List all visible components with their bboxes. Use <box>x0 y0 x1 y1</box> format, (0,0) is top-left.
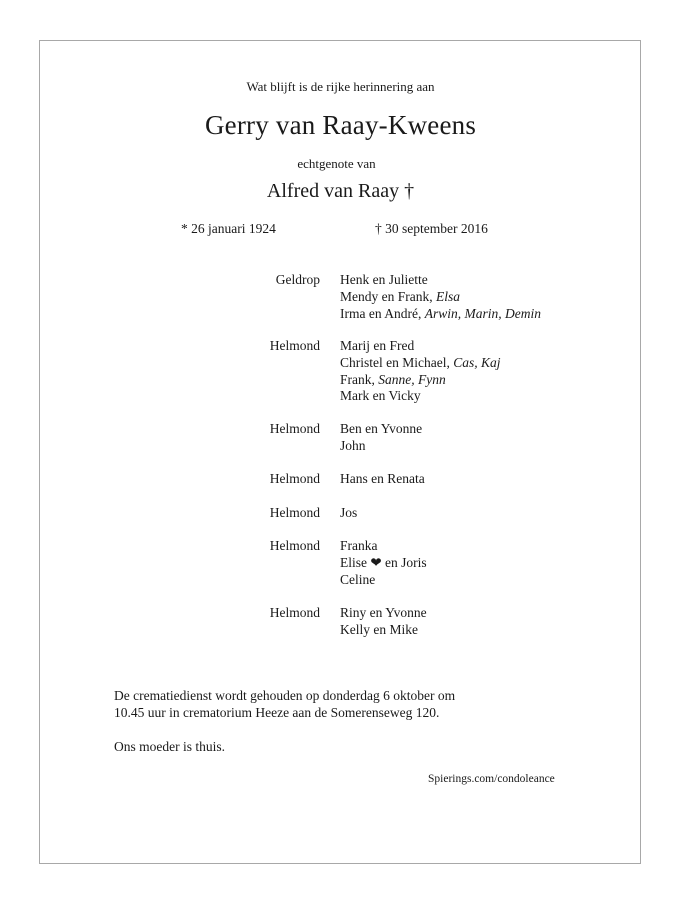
family-member-names: Riny en Yvonne <box>340 605 427 620</box>
family-member-names: Christel en Michael, <box>340 354 454 370</box>
family-member-names: Marij en Fred <box>340 338 415 353</box>
family-member-line <box>340 538 427 555</box>
family-member-names: Kelly en Mike <box>340 621 418 637</box>
family-members <box>340 471 425 488</box>
intro-text: Wat blijft is de rijke herinnering aan <box>246 79 435 94</box>
family-member-children: Elsa <box>435 288 460 304</box>
service-text-line: De crematiedienst wordt gehouden op donderdag 6 oktober om <box>114 688 456 703</box>
family-member-line <box>340 372 501 389</box>
death-date: † 30 september 2016 <box>375 221 488 236</box>
family-member-names: Celine <box>340 571 376 587</box>
closing-text: Ons moeder is thuis. <box>114 739 225 754</box>
family-member-line <box>340 289 541 306</box>
family-member-line <box>340 306 541 323</box>
family-member-names: Mark en Vicky <box>340 388 421 404</box>
service-text-line: 10.45 uur in crematorium Heeze aan de Somerenseweg 120. <box>114 705 440 720</box>
birth-date: * 26 januari 1924 <box>181 221 276 236</box>
family-members <box>340 421 422 455</box>
family-place: Helmond <box>269 338 320 353</box>
family-member-line <box>340 338 501 355</box>
condolence-website[interactable]: Spierings.com/condoleance <box>428 773 555 785</box>
service-text <box>114 687 455 721</box>
family-place: Geldrop <box>275 272 320 287</box>
family-member-line <box>340 388 501 405</box>
deceased-name: Gerry van Raay-Kweens <box>204 110 477 140</box>
family-place: Helmond <box>269 538 320 553</box>
spouse-name: Alfred van Raay † <box>266 180 415 202</box>
family-member-names: Henk en Juliette <box>340 272 428 287</box>
family-member-line <box>340 438 422 455</box>
family-member-names: Ben en Yvonne <box>340 421 423 436</box>
family-member-line <box>340 572 427 589</box>
family-member-names: Hans en Renata <box>340 471 425 486</box>
family-place: Helmond <box>269 421 320 436</box>
family-member-line <box>340 471 425 488</box>
family-member-names: Frank, <box>340 371 379 387</box>
family-member-line <box>340 605 427 622</box>
spouse-intro-text: echtgenote van <box>297 156 376 171</box>
family-member-line <box>340 622 427 639</box>
family-member-children: Sanne, Fynn <box>378 371 446 387</box>
family-members <box>340 272 541 322</box>
family-member-names: John <box>340 437 366 453</box>
family-members <box>340 538 427 588</box>
family-member-names: Mendy en Frank, <box>340 288 436 304</box>
family-member-names: Irma en André, <box>340 305 425 321</box>
family-members <box>340 605 427 639</box>
family-place: Helmond <box>269 505 320 520</box>
family-member-line <box>340 272 541 289</box>
family-member-line <box>340 505 357 522</box>
family-member-names: Jos <box>340 505 358 520</box>
family-place: Helmond <box>269 605 320 620</box>
family-place: Helmond <box>269 471 320 486</box>
family-member-names: Elise ❤ en Joris <box>340 554 427 570</box>
family-members <box>340 505 357 522</box>
family-member-line <box>340 555 427 572</box>
family-member-line <box>340 421 422 438</box>
family-member-names: Franka <box>340 538 378 553</box>
family-member-children: Arwin, Marin, Demin <box>424 305 541 321</box>
family-members <box>340 338 501 405</box>
family-member-line <box>340 355 501 372</box>
family-member-children: Cas, Kaj <box>453 354 501 370</box>
